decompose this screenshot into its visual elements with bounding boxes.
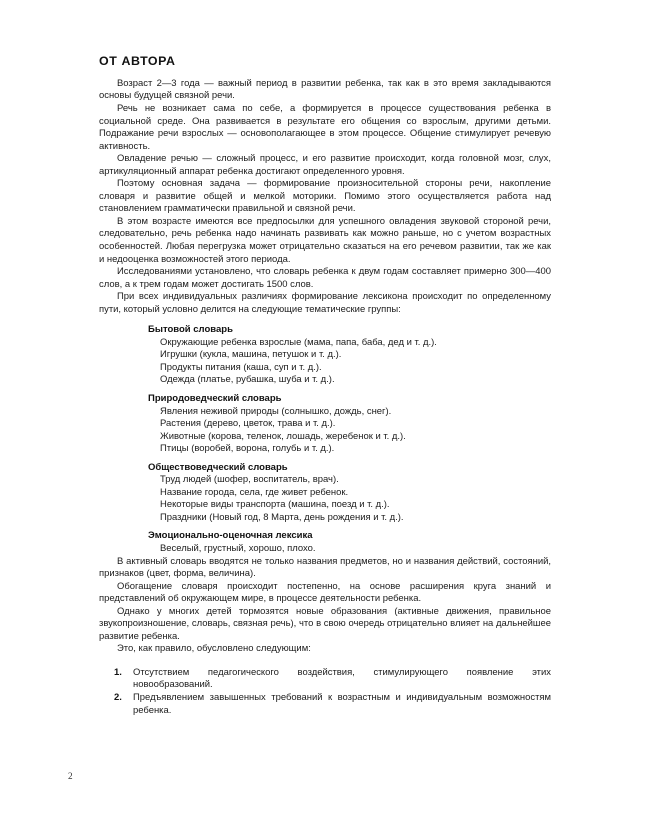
vocabulary-group (99, 530, 551, 555)
vocabulary-group-item: Некоторые виды транспорта (машина, поезд и т. д.). (160, 499, 390, 511)
vocabulary-group-item: Явления неживой природы (солнышко, дождь, снег). (160, 405, 392, 417)
vocabulary-group-title: Эмоционально-оценочная лексика (148, 530, 313, 542)
paragraph-7: При всех индивидуальных различиях формирование лексикона происходит по определенному пути, который условно делится на следующие тематические группы: (99, 291, 551, 315)
vocabulary-group-item: Праздники (Новый год, 8 Марта, день рождения и т. д.). (160, 511, 404, 523)
vocabulary-group-item: Одежда (платье, рубашка, шуба и т. д.). (160, 374, 335, 386)
vocabulary-group-title: Бытовой словарь (148, 324, 233, 336)
list-marker: 2. (114, 692, 122, 704)
paragraph-3: Овладение речью — сложный процесс, и его развитие происходит, когда головной мозг, слух, артикуляционный аппарат ребенка достигают определенного уровня. (99, 153, 551, 177)
vocabulary-group-item: Животные (корова, теленок, лошадь, жеребенок и т. д.). (160, 430, 406, 442)
vocabulary-group-title: Обществоведческий словарь (148, 461, 288, 473)
numbered-list-item (99, 667, 551, 692)
list-item-text: Предъявлением завышенных требований к возрастным и индивидуальным возможностям ребенка. (133, 692, 551, 716)
paragraph-4: Поэтому основная задача — формирование произносительной стороны речи, накопление словаря и развитие общей и мелкой моторики. Помимо этого осуществляется работа над становлением грамматически правильной и связной речи. (99, 178, 551, 215)
paragraph-6: Исследованиями установлено, что словарь ребенка к двум годам составляет примерно 300—400 слов, а к трем годам может достигать 1500 слов. (99, 266, 551, 290)
vocabulary-groups-list (99, 324, 551, 555)
vocabulary-group-item: Труд людей (шофер, воспитатель, врач). (160, 474, 339, 486)
list-item-text: Отсутствием педагогического воздействия, стимулирующего появление этих новообразований. (133, 666, 551, 691)
vocabulary-group-title: Природоведческий словарь (148, 393, 282, 404)
page-number: 2 (68, 771, 73, 781)
paragraph-5: В этом возрасте имеются все предпосылки для успешного овладения звуковой стороной речи, следовательно, речь ребенка надо начинать развивать как можно раньше, но с учетом возрастных особенностей. Любая перегрузка может отрицательно сказаться на его речевом развитии, так же как и недооценка возможностей этого периода. (99, 215, 551, 265)
list-marker: 1. (114, 666, 122, 678)
vocabulary-group-item: Птицы (воробей, ворона, голубь и т. д.). (160, 443, 335, 455)
vocabulary-group (99, 324, 551, 387)
vocabulary-group-item: Продукты питания (каша, суп и т. д.). (160, 361, 322, 373)
paragraph-10: Однако у многих детей тормозятся новые образования (активные движения, правильное звукопроизношение, словарь, связная речь), что в свою очередь отрицательно влияет на дальнейшее развитие ребенка. (99, 605, 551, 642)
paragraph-8: В активный словарь вводятся не только названия предметов, но и названия действий, состояний, признаков (цвет, форма, величина). (99, 555, 551, 580)
paragraph-2: Речь не возникает сама по себе, а формируется в процессе существования ребенка в социальной среде. Она развивается в результате его общения со взрослым, другими детьми. Подражание речи взрослых — основополагающее в этом процессе. Общение стимулирует речевую активность. (99, 102, 551, 152)
paragraph-11: Это, как правило, обусловлено следующим: (117, 643, 311, 655)
paragraph-9: Обогащение словаря происходит постепенно, на основе расширения круга знаний и представлений об окружающем мире, в процессе деятельности ребенка. (99, 580, 551, 605)
page-content (99, 54, 551, 717)
vocabulary-group-item: Веселый, грустный, хорошо, плохо. (160, 543, 316, 555)
vocabulary-group (99, 462, 551, 525)
numbered-list-item (99, 692, 551, 717)
paragraph-1: Возраст 2—3 года — важный период в развитии ребенка, так как в это время закладываются основы будущей связной речи. (99, 77, 551, 102)
vocabulary-group-item: Игрушки (кукла, машина, петушок и т. д.). (160, 349, 342, 361)
vocabulary-group-item: Растения (дерево, цветок, трава и т. д.). (160, 418, 336, 430)
numbered-list (99, 667, 551, 717)
page-title: ОТ АВТОРА (99, 54, 176, 68)
vocabulary-group-item: Окружающие ребенка взрослые (мама, папа, баба, дед и т. д.). (160, 336, 437, 348)
vocabulary-group-item: Название города, села, где живет ребенок. (160, 486, 349, 498)
vocabulary-group (99, 393, 551, 456)
